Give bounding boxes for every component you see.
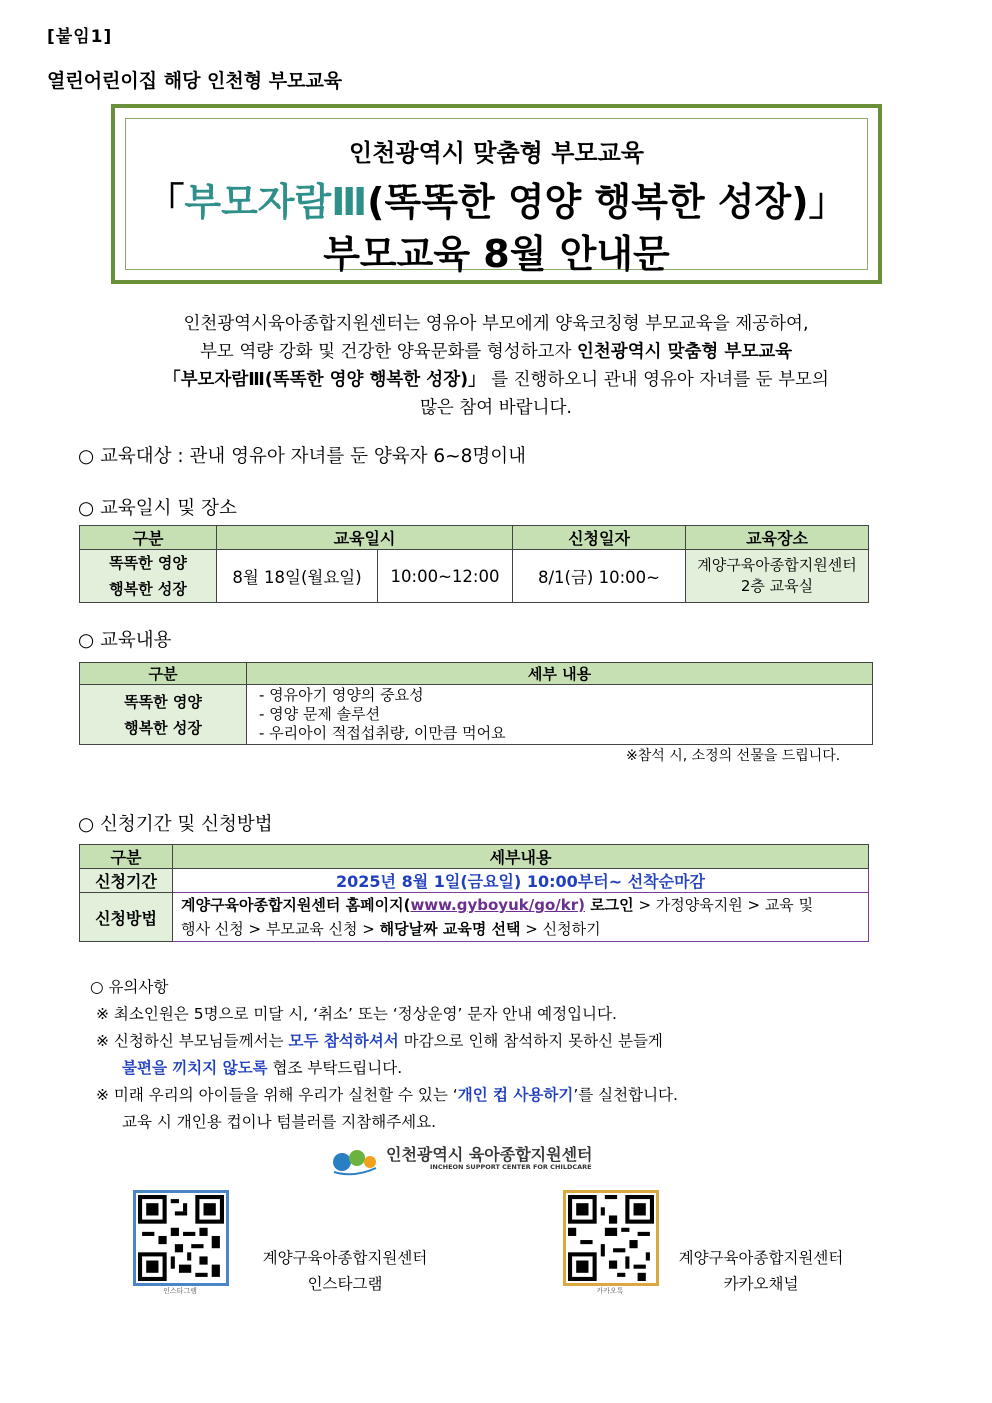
caution-heading: ○ 유의사항 [90, 978, 169, 996]
caution-item2-line2 [90, 1055, 678, 1082]
content-item: - 우리아이 적접섭취량, 이만큼 먹어요 [259, 724, 506, 742]
schedule-table [79, 525, 869, 603]
schedule-header-category: 구분 [80, 526, 217, 550]
center-logo-icon [330, 1142, 378, 1176]
content-header-category: 구분 [80, 663, 247, 685]
content-heading: ○ 교육내용 [78, 630, 172, 651]
center-logo-name: 인천광역시 육아종합지원센터 [386, 1145, 593, 1164]
gift-note: ※참석 시, 소정의 선물을 드립니다. [626, 748, 841, 764]
application-method-label: 신청방법 [80, 893, 173, 942]
center-logo-subtitle: INCHEON SUPPORT CENTER FOR CHILDCARE [430, 1163, 592, 1171]
caution-item3-line2: 교육 시 개인용 컵이나 텀블러를 지참해주세요. [122, 1113, 437, 1131]
method-homepage: 계양구육아종합지원센터 홈페이지( [181, 896, 411, 914]
caution-item3-b: ’를 실천합니다. [573, 1086, 678, 1104]
kakao-label-line1: 계양구육아종합지원센터 [678, 1249, 844, 1267]
kakao-qr-code-icon [568, 1195, 654, 1281]
intro-line3 [100, 366, 892, 394]
kakao-qr-caption: 카카오톡 [596, 1287, 624, 1295]
caution-item1: ※ 최소인원은 5명으로 미달 시, ‘취소’ 또는 ‘정상운영’ 문자 안내 예정입니다. [96, 1005, 617, 1023]
caution-item2 [90, 1028, 678, 1055]
instagram-qr-caption: 인스타그램 [163, 1287, 197, 1295]
schedule-time: 10:00~12:00 [378, 550, 513, 603]
instagram-qr-code-icon [138, 1195, 224, 1281]
title-subtitle: (똑똑한 영양 행복한 성장)」 [367, 180, 847, 224]
subheading: 열린어린이집 해당 인천형 부모교육 [47, 70, 343, 92]
schedule-heading: ○ 교육일시 및 장소 [78, 498, 237, 519]
title-box [111, 104, 882, 284]
title-line2 [126, 171, 867, 226]
title-open-bracket: 「 [146, 180, 185, 224]
application-header-detail: 세부내용 [173, 845, 869, 869]
application-table [79, 844, 869, 942]
application-method-line1 [181, 893, 868, 917]
instagram-qr-frame [133, 1190, 229, 1286]
caution-item2-b: 마감으로 인해 참석하지 못하신 분들게 [398, 1032, 663, 1050]
intro-line3-bold: 「부모자람Ⅲ(똑똑한 영양 행복한 성장)」 [163, 370, 486, 390]
intro-line2-plain: 부모 역량 강화 및 건강한 양육문화를 형성하고자 [199, 342, 577, 362]
content-category: 똑똑한 영양 행복한 성장 [80, 685, 247, 745]
kakao-label [666, 1245, 856, 1297]
homepage-link[interactable]: www.gyboyuk/go/kr) [410, 896, 585, 914]
caution-item2-c: 협조 부탁드립니다. [267, 1059, 403, 1077]
caution-item2-highlight: 모두 참석하셔서 [288, 1032, 399, 1050]
schedule-apply-date: 8/1(금) 10:00~ [513, 550, 686, 603]
caution-item3 [90, 1082, 678, 1109]
center-logo [330, 1142, 600, 1176]
caution-item2-a: ※ 신청하신 부모님들께서는 [96, 1032, 289, 1050]
method-step-a: > 가정양육지원 > 교육 및 [633, 896, 814, 914]
title-line1: 인천광역시 맞춤형 부모교육 [349, 139, 644, 167]
content-item: - 영유아기 영양의 중요성 [259, 686, 424, 704]
method-step-b: 행사 신청 > 부모교육 신청 > [181, 920, 380, 938]
caution-item3-highlight: 개인 컵 사용하기 [457, 1086, 574, 1104]
intro-line4: 많은 참여 바랍니다. [420, 398, 572, 418]
schedule-header-place: 교육장소 [686, 526, 869, 550]
intro-line3-plain: 를 진행하오니 관내 영유아 자녀를 둔 부모의 [485, 370, 829, 390]
schedule-date: 8월 18일(월요일) [217, 550, 378, 603]
title-line3: 부모교육 8월 안내문 [323, 232, 670, 276]
instagram-qr[interactable] [133, 1190, 227, 1296]
schedule-header-date: 교육일시 [217, 526, 513, 550]
application-period-label: 신청기간 [80, 869, 173, 893]
intro-paragraph [100, 310, 892, 422]
caution-item2-highlight2: 불편을 끼치지 않도록 [122, 1059, 268, 1077]
kakao-qr-frame [563, 1190, 659, 1286]
application-method-line2 [181, 917, 868, 941]
schedule-category: 똑똑한 영양 행복한 성장 [80, 550, 217, 603]
schedule-header-apply: 신청일자 [513, 526, 686, 550]
instagram-label-line1: 계양구육아종합지원센터 [262, 1249, 428, 1267]
caution-section [90, 974, 678, 1136]
method-login: 로그인 [584, 896, 634, 914]
application-header-category: 구분 [80, 845, 173, 869]
intro-line2-bold: 인천광역시 맞춤형 부모교육 [577, 342, 793, 362]
application-period-value: 2025년 8월 1일(금요일) 10:00부터~ 선착순마감 [173, 869, 869, 893]
kakao-label-line2: 카카오채널 [723, 1275, 799, 1293]
content-header-detail: 세부 내용 [247, 663, 873, 685]
title-program-name: 부모자람Ⅲ [184, 180, 368, 224]
content-item: - 영양 문제 솔루션 [259, 705, 381, 723]
target-line: ○ 교육대상 : 관내 영유아 자녀를 둔 양육자 6~8명이내 [78, 446, 527, 467]
schedule-place: 계양구육아종합지원센터 2층 교육실 [686, 550, 869, 603]
instagram-label-line2: 인스타그램 [307, 1275, 383, 1293]
kakao-qr[interactable] [563, 1190, 657, 1296]
content-items [247, 685, 873, 745]
instagram-label [250, 1245, 440, 1297]
caution-item3-a: ※ 미래 우리의 아이들을 위해 우리가 실천할 수 있는 ‘ [96, 1086, 458, 1104]
method-select: 해당날짜 교육명 선택 [379, 920, 521, 938]
content-table [79, 662, 873, 745]
intro-line2 [100, 338, 892, 366]
intro-line1: 인천광역시육아종합지원센터는 영유아 부모에게 양육코칭형 부모교육을 제공하여, [183, 314, 809, 334]
method-step-c: > 신청하기 [520, 920, 601, 938]
attachment-label: [붙임1] [47, 27, 113, 47]
application-heading: ○ 신청기간 및 신청방법 [78, 814, 273, 835]
application-method-value [173, 893, 869, 942]
